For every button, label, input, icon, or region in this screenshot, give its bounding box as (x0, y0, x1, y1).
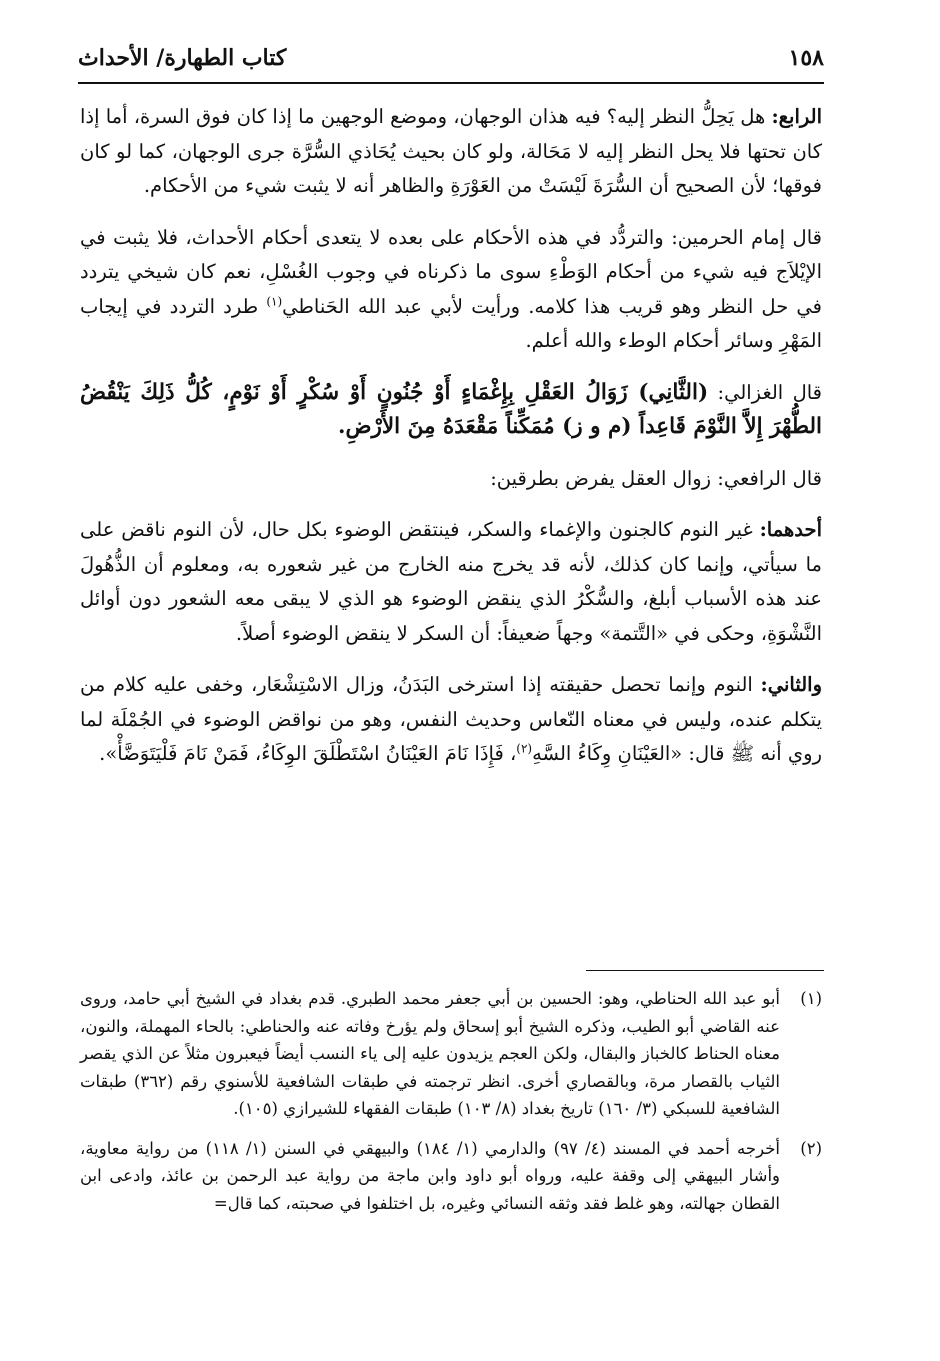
footnote-number: (١) (800, 989, 822, 1008)
paragraph-first-way (80, 513, 822, 651)
footnote-rule (586, 970, 824, 971)
footnote-ref-2[interactable]: (٢) (516, 741, 533, 756)
paragraph-text: طرد التردد في إيجاب المَهْرِ وسائر أحكام الوطء والله أعلم. (80, 294, 822, 352)
footnote-text: أبو عبد الله الحناطي، وهو: الحسين بن أبي جعفر محمد الطبري. قدم بغداد في الشيخ أبي حامد، وروى عنه القاضي أبو الطيب، وذكره الشيخ أبو إسحاق ولم يؤرخ وفاته عنه والحناطي: بالحاء المهملة، والنون، معناه الحناط كالخباز والبقال، ولكن العجم يزيدون عليه إلى ياء النسب أيضاً فيعبرون مثلاً عن الذي يقصر الثياب بالقصار مرة، وبالقصاري أخرى. انظر ترجمته في طبقات الشافعية للأسنوي رقم (٣٦٢) طبقات الشافعية للسبكي (٣/ ١٦٠) تاريخ بغداد (٨/ ١٠٣) طبقات الفقهاء للشيرازي (١٠٥). (80, 989, 780, 1118)
paragraph-lead: الرابع: (771, 105, 822, 128)
paragraph-intro: قال الغزالي: (708, 380, 822, 404)
footnote-ref-1[interactable]: (١) (266, 294, 283, 308)
paragraph-second-way (80, 668, 822, 772)
ghazali-quote: (الثَّانِي) زَوَالُ العَقْلِ بِإِغْمَاءٍ أَوْ جُنُونٍ أَوْ سُكْرٍ أَوْ نَوْمٍ، كُلُّ ذَلِكَ يَنْقُضُ الطُّهْرَ إِلاَّ النَّوْمَ قَاعِداً (م و ز) مُمَكِّناً مَقْعَدَهُ مِنَ الأَرْضِ. (80, 379, 822, 439)
paragraph-text: غير النوم كالجنون والإغماء والسكر، فينتقض الوضوء بكل حال، لأن النوم ناقض على ما سيأتي، وإنما كان كذلك، لأنه قد يخرج منه الخارج من غير شعوره به، ومعلوم أن الذُّهُولَ عند هذه الأسباب أبلغ، والسُّكْرُ الذي ينقض الوضوء هو الذي لا يبقى معه الشعور دون أوائل النَّشْوَةِ، وحكى في «التَّتمة» وجهاً ضعيفاً: أن السكر لا ينقض الوضوء أصلاً. (80, 518, 822, 645)
paragraph-lead: أحدهما: (759, 518, 822, 541)
footnote-1 (80, 985, 822, 1123)
footnotes (80, 985, 822, 1229)
paragraph-imam-haramayn (80, 221, 822, 359)
page-number: ١٥٨ (788, 45, 824, 71)
footnote-number: (٢) (800, 1138, 822, 1158)
paragraph-text: قال الرافعي: زوال العقل يفرض بطرقين: (490, 466, 822, 490)
paragraph-text: هل يَحِلُّ النظر إليه؟ فيه هذان الوجهان، وموضع الوجهين ما إذا كان فوق السرة، أما إذا كان تحتها فلا يحل النظر إليه لا مَحَالة، ولو كان بحيث يُحَاذي السُّرَّة جرى الوجهان، كما لو كان فوقها؛ لأن الصحيح أن السُّرَةَ لَيْسَتْ من العَوْرَةِ والظاهر أنه لا يثبت شيء من الأحكام. (80, 105, 822, 197)
footnote-2 (80, 1135, 822, 1218)
paragraph-rafii (80, 462, 822, 497)
page-header (78, 38, 824, 78)
running-title: كتاب الطهارة/ الأحداث (78, 45, 287, 71)
paragraph-text: قال إمام الحرمين: والتردُّد في هذه الأحكام على بعده لا يتعدى أحكام الأحداث، فلا يثبت في الإيْلاَج فيه شيء من أحكام الوَطْءِ سوى ما ذكرناه في وجوب الغُسْلِ، نعم كان شيخي يتردد في حل النظر وهو قريب هذا كلامه. ورأيت لأبي عبد الله الحَناطي (80, 225, 822, 318)
header-rule (78, 82, 824, 84)
main-text (80, 100, 822, 789)
paragraph-fourth (80, 100, 822, 204)
footnote-text: أخرجه أحمد في المسند (٤/ ٩٧) والدارمي (١/ ١٨٤) والبيهقي في السنن (١/ ١١٨) من رواية معاوية، وأشار البيهقي إلى وقفة عليه، ورواه أبو داود وابن ماجة من رواية عبد الرحمن بن عائذ، وادعى ابن القطان جهالته، وهو غلط فقد وثقه النسائي وغيره، بل اختلفوا في صحبته، كما قال= (80, 1138, 780, 1213)
paragraph-text: النوم وإنما تحصل حقيقته إذا استرخى البَدَنُ، وزال الاسْتِشْعَار، وخفى عليه كلام من يتكلم عنده، وليس في معناه النّعاس وحديث النفس، وهو من نواقض الوضوء في الجُمْلَة لما روي أنه ﷺ قال: «العَيْنَانِ وِكَاءُ السَّهِ (80, 673, 822, 765)
paragraph-text: ، فَإِذَا نَامَ العَيْنَانُ اسْتَطْلَقَ الوِكَاءُ، فَمَنْ نَامَ فَلْيَتَوَضَّأْ». (99, 742, 517, 765)
paragraph-lead: والثاني: (760, 673, 822, 696)
paragraph-ghazali (80, 376, 822, 445)
